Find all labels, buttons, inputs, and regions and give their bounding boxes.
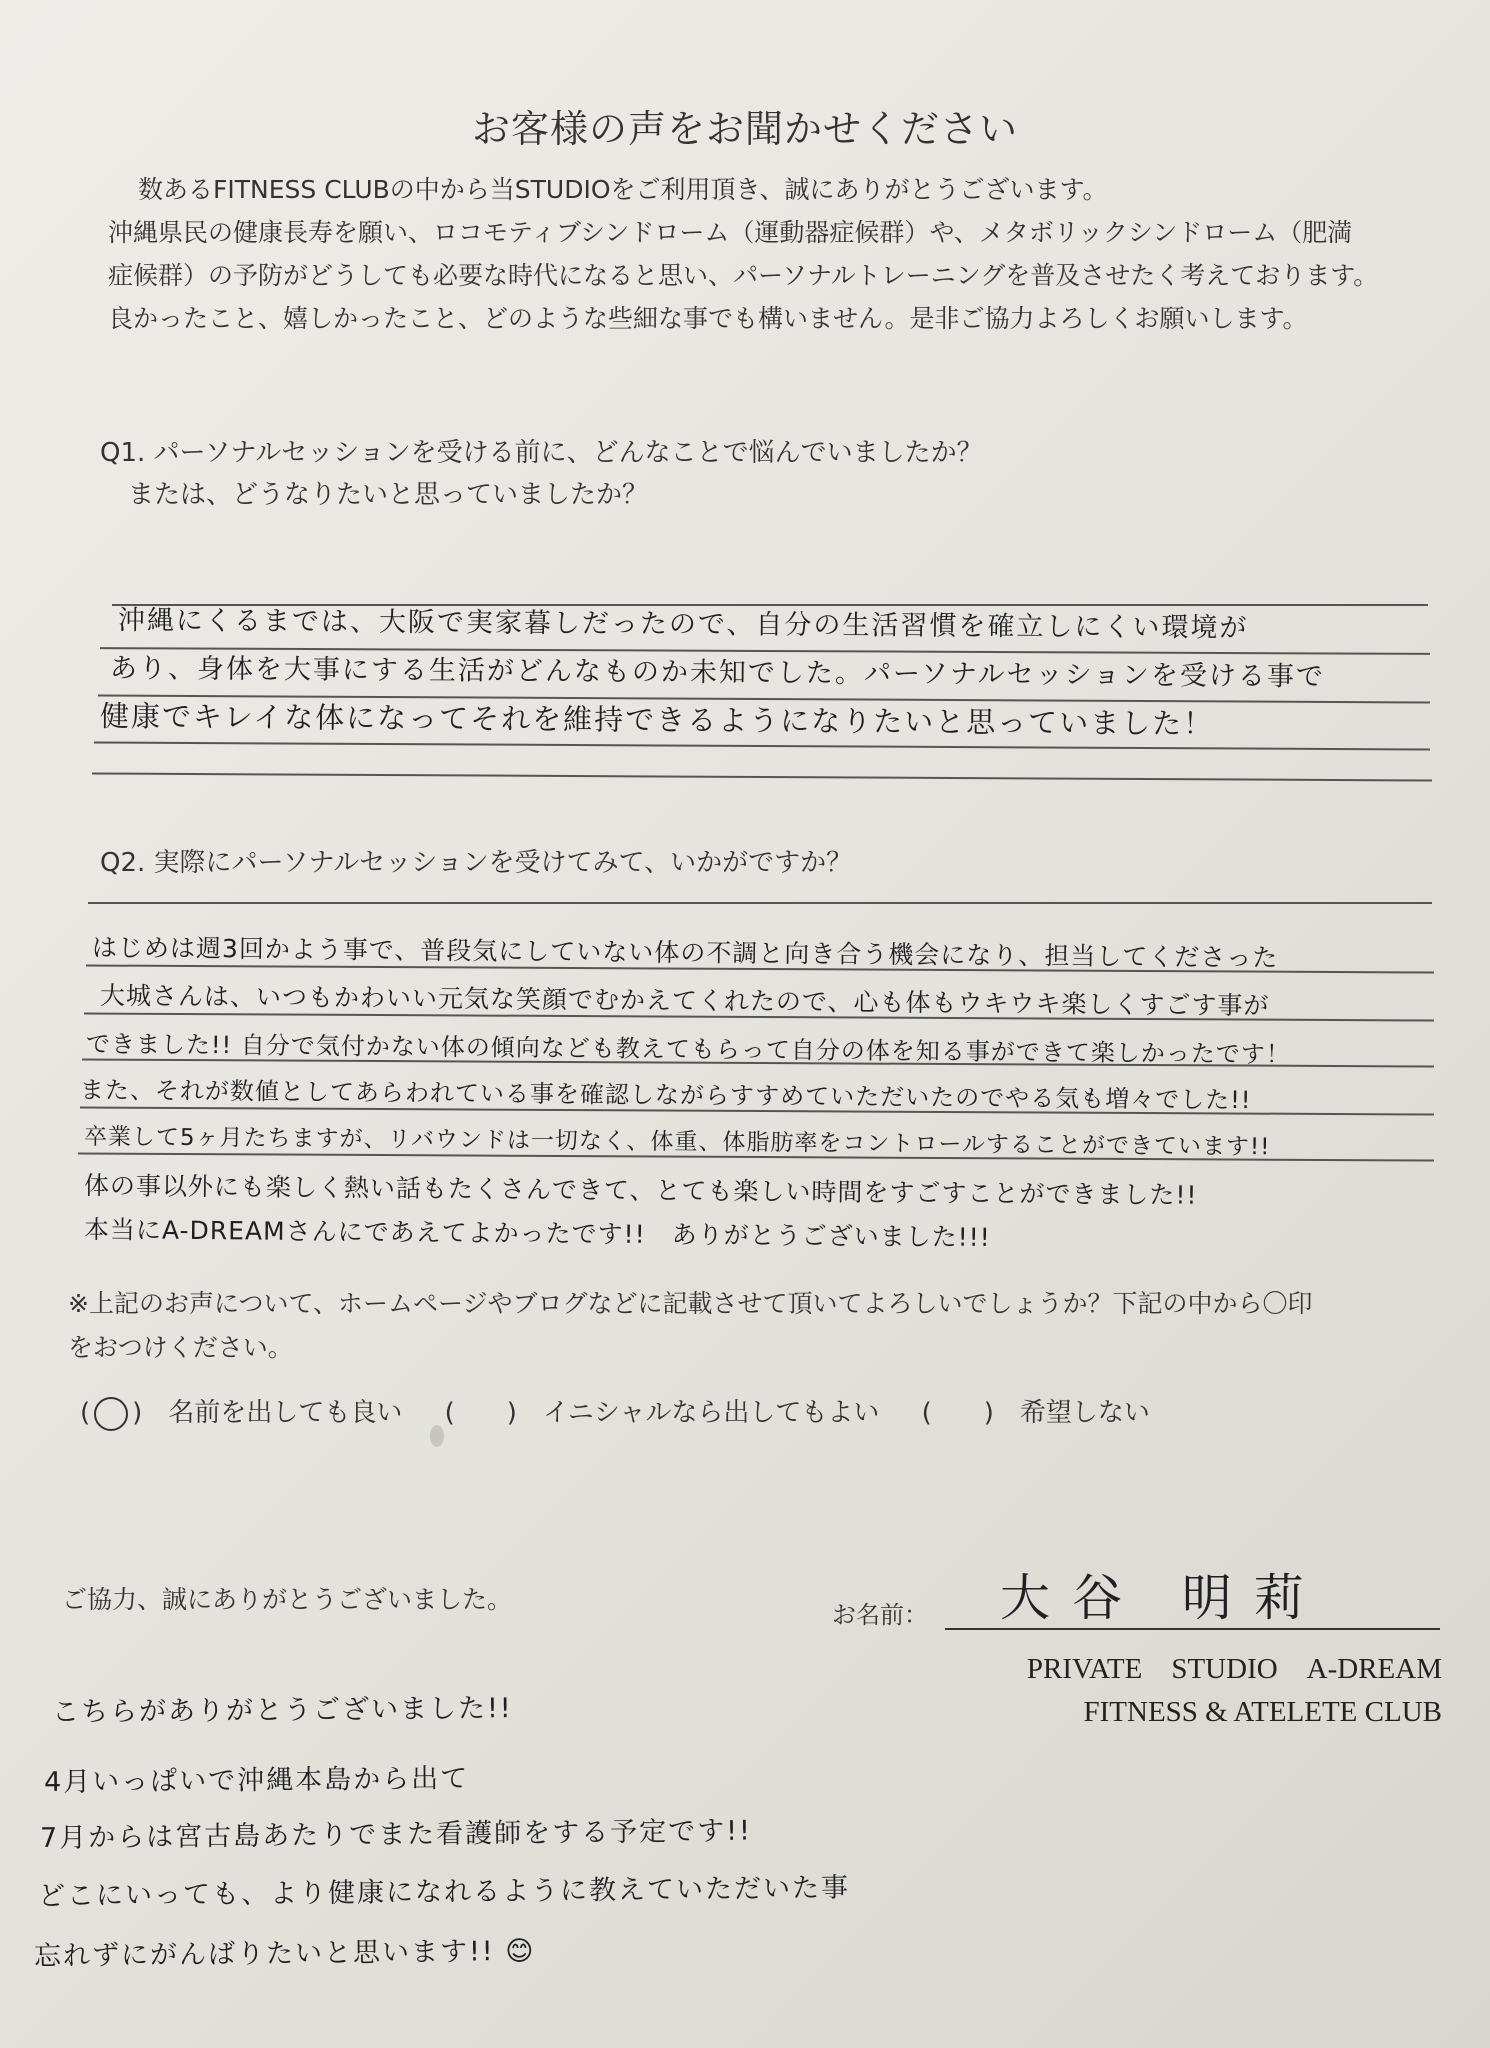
studio-club-name: FITNESS & ATELETE CLUB bbox=[1083, 1696, 1442, 1728]
handwritten-postscript-line: 7月からは宮古島あたりでまた看護師をする予定です!! bbox=[39, 1815, 752, 1854]
intro-text bbox=[108, 168, 1448, 340]
name-underline bbox=[945, 1628, 1440, 1630]
name-label: お名前： bbox=[832, 1601, 928, 1629]
handwritten-answer-line: はじめは週3回かよう事で、普段気にしていない体の不調と向き合う機会になり、担当してくださった bbox=[91, 933, 1279, 973]
handwritten-answer-line: 沖縄にくるまでは、大阪で実家暮しだったので、自分の生活習慣を確立しにくい環境が bbox=[117, 605, 1249, 644]
question-1-line2: または、どうなりたいと思っていましたか？ bbox=[128, 480, 649, 510]
answer-rule bbox=[92, 772, 1432, 781]
question-1 bbox=[100, 432, 983, 516]
paper-mark bbox=[430, 1425, 444, 1447]
selected-circle-mark bbox=[94, 1397, 128, 1431]
consent-note-line1: ※上記のお声について、ホームページやブログなどに記載させて頂いてよろしいでしょうか？下記の中から〇印 bbox=[68, 1289, 1313, 1318]
question-2 bbox=[100, 842, 852, 884]
option-label: イニシャルなら出してもよい bbox=[542, 1398, 880, 1428]
handwritten-answer-line: できました!! 自分で気付かない体の傾向なども教えてもらって自分の体を知る事ができて楽しかったです！ bbox=[85, 1030, 1291, 1069]
intro-line: 症候群）の予防がどうしても必要な時代になると思い、パーソナルトレーニングを普及させたく考えております。 bbox=[108, 261, 1379, 290]
consent-note bbox=[68, 1282, 1448, 1370]
intro-line: 数あるFITNESS CLUBの中から当STUDIOをご利用頂き、誠にありがとうございます。 bbox=[138, 175, 1108, 204]
handwritten-answer-line: あり、身体を大事にする生活がどんなものか未知でした。パーソナルセッションを受ける事で bbox=[109, 653, 1326, 693]
handwritten-postscript-line: こちらがありがとうございました!! bbox=[51, 1692, 513, 1728]
question-2-line1: Q2. 実際にパーソナルセッションを受けてみて、いかがですか？ bbox=[100, 848, 853, 878]
consent-note-line2: をおつけください。 bbox=[68, 1333, 293, 1362]
handwritten-answer-line: また、それが数値としてあらわれている事を確認しながらすすめていただいたのでやる気も増々でした!! bbox=[79, 1076, 1252, 1115]
thanks-text: ご協力、誠にありがとうございました。 bbox=[62, 1585, 513, 1614]
consent-options bbox=[80, 1392, 1184, 1431]
option-label: 希望しない bbox=[1019, 1398, 1150, 1428]
handwritten-answer-line: 本当にA-DREAMさんにであえてよかったです!! ありがとうございました!!! bbox=[83, 1215, 991, 1252]
option-label: 名前を出しても良い bbox=[168, 1398, 403, 1428]
handwritten-postscript-line: 忘れずにがんばりたいと思います!! 😊 bbox=[33, 1935, 536, 1972]
intro-line: 良かったこと、嬉しかったこと、どのような些細な事でも構いません。是非ご協力よろしくお願いします。 bbox=[108, 304, 1308, 333]
option-initials-ok[interactable]: ( ) イニシャルなら出してもよい bbox=[444, 1398, 880, 1428]
handwritten-postscript-line: 4月いっぱいで沖縄本島から出て bbox=[43, 1763, 470, 1798]
studio-name: PRIVATE STUDIO A-DREAM bbox=[1026, 1653, 1442, 1685]
answer-rule bbox=[94, 742, 1430, 751]
option-decline[interactable]: ( ) 希望しない bbox=[921, 1398, 1150, 1428]
answer-rule bbox=[88, 902, 1432, 904]
page-title: お客様の声をお聞かせください bbox=[471, 107, 1018, 151]
option-name-ok[interactable]: ( ) 名前を出しても良い bbox=[80, 1398, 402, 1428]
handwritten-answer-line: 健康でキレイな体になってそれを維持できるようになりたいと思っていました！ bbox=[99, 699, 1215, 741]
handwritten-answer-line: 体の事以外にも楽しく熱い話もたくさんできて、とても楽しい時間をすごすことができました!! bbox=[83, 1171, 1198, 1210]
handwritten-answer-line: 大城さんは、いつもかわいい元気な笑顔でむかえてくれたので、心も体もウキウキ楽しくすごす事が bbox=[99, 981, 1270, 1021]
handwritten-name: 大谷 明莉 bbox=[1000, 1569, 1326, 1627]
question-1-line1: Q1. パーソナルセッションを受ける前に、どんなことで悩んでいましたか？ bbox=[100, 438, 983, 468]
intro-line: 沖縄県民の健康長寿を願い、ロコモティブシンドローム（運動器症候群）や、メタボリックシンドローム（肥満 bbox=[108, 218, 1353, 247]
handwritten-answer-line: 卒業して5ヶ月たちますが、リバウンドは一切なく、体重、体脂肪率をコントロールすることができています!! bbox=[83, 1124, 1271, 1161]
handwritten-postscript-line: どこにいっても、より健康になれるように教えていただいた事 bbox=[37, 1872, 851, 1912]
